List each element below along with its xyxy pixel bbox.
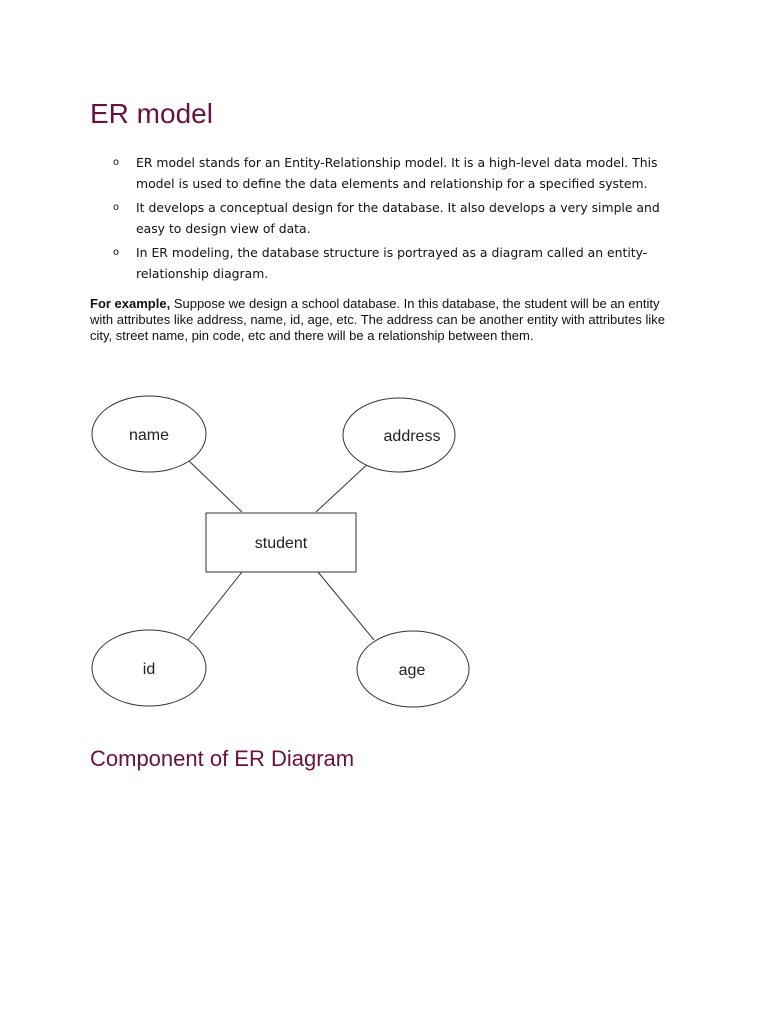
entity-label: student bbox=[254, 535, 308, 552]
page-title: ER model bbox=[90, 98, 213, 129]
connector-line bbox=[318, 572, 374, 640]
bullet-item bbox=[113, 197, 673, 239]
bullet-list bbox=[113, 152, 673, 287]
bullet-marker: o bbox=[113, 202, 120, 213]
bullet-item bbox=[113, 152, 673, 194]
attribute-label: name bbox=[128, 427, 170, 444]
connector-line bbox=[188, 460, 242, 512]
example-lead: For example, bbox=[90, 296, 171, 311]
bullet-item bbox=[113, 242, 673, 284]
example-paragraph bbox=[90, 296, 680, 344]
attribute-label: address bbox=[383, 428, 441, 445]
attribute-label: id bbox=[142, 661, 156, 678]
attribute-label: age bbox=[398, 662, 426, 679]
bullet-marker: o bbox=[113, 247, 120, 258]
connector-line bbox=[188, 572, 242, 640]
example-text: Suppose we design a school database. In this database, the student will be an entity with attributes like address, name, id, age, etc. The address can be another entity with attributes like city, street name, pin code, etc and there will be a relationship between them. bbox=[90, 296, 665, 343]
bullet-text: It develops a conceptual design for the database. It also develops a very simple and easy to design view of data. bbox=[136, 200, 660, 236]
connector-line bbox=[316, 460, 372, 512]
section-heading: Component of ER Diagram bbox=[90, 746, 355, 771]
bullet-text: In ER modeling, the database structure is portrayed as a diagram called an entity-relationship diagram. bbox=[136, 245, 648, 281]
er-diagram bbox=[86, 388, 476, 714]
bullet-text: ER model stands for an Entity-Relationship model. It is a high-level data model. This model is used to define the data elements and relationship for a specified system. bbox=[136, 155, 658, 191]
bullet-marker: o bbox=[113, 157, 120, 168]
